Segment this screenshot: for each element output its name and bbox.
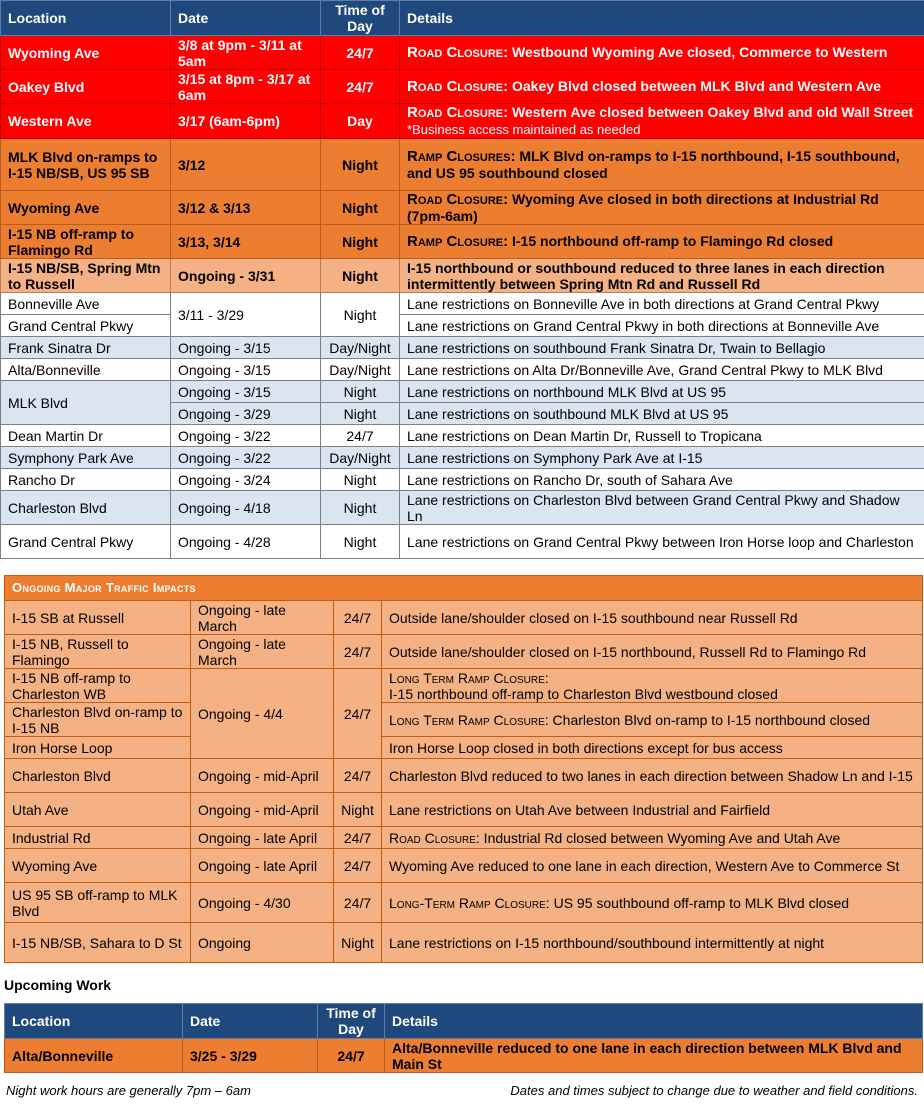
row-date: Ongoing - late April <box>191 849 334 883</box>
row-details: Lane restrictions on southbound MLK Blvd at US 95 <box>400 403 924 425</box>
col-location: Location <box>1 1 171 36</box>
closure-type: Ramp Closures: <box>407 148 516 165</box>
table-row <box>5 635 923 669</box>
row-location: I-15 NB, Russell to Flamingo <box>5 635 191 669</box>
row-time: Night <box>321 191 400 225</box>
table-row <box>5 923 923 963</box>
row-date: 3/25 - 3/29 <box>183 1039 318 1073</box>
row-details: Lane restrictions on Bonneville Ave in both directions at Grand Central Pkwy <box>400 293 924 315</box>
details-text: Oakey Blvd closed between MLK Blvd and Western Ave <box>508 78 882 94</box>
row-details <box>382 827 923 849</box>
table-row <box>1 381 924 403</box>
closure-type: Long Term Ramp Closure: <box>389 669 549 686</box>
row-details <box>400 139 924 191</box>
row-date: Ongoing - mid-April <box>191 759 334 793</box>
closure-type: Road Closure: <box>407 104 509 121</box>
table-row <box>1 491 924 525</box>
row-details <box>382 883 923 923</box>
row-date: Ongoing - 3/29 <box>171 403 321 425</box>
table-row <box>1 525 924 559</box>
row-date: 3/13, 3/14 <box>171 225 321 259</box>
row-date: Ongoing - 3/22 <box>171 447 321 469</box>
row-time: Day/Night <box>321 359 400 381</box>
table-row <box>5 759 923 793</box>
row-location: US 95 SB off-ramp to MLK Blvd <box>5 883 191 923</box>
row-details: Lane restrictions on Dean Martin Dr, Russell to Tropicana <box>400 425 924 447</box>
details-text: Industrial Rd closed between Wyoming Ave and Utah Ave <box>479 829 841 846</box>
table-row <box>5 737 923 759</box>
row-details: Wyoming Ave reduced to one lane in each direction, Western Ave to Commerce St <box>382 849 923 883</box>
row-location: Rancho Dr <box>1 469 171 491</box>
night-hours-note: Night work hours are generally 7pm – 6am <box>6 1083 251 1098</box>
row-date: Ongoing - 4/18 <box>171 491 321 525</box>
table-row <box>5 793 923 827</box>
details-text: MLK Blvd on-ramps to I-15 northbound, I-15 southbound, and US 95 southbound closed <box>407 148 900 181</box>
row-date: Ongoing - mid-April <box>191 793 334 827</box>
table-row <box>5 601 923 635</box>
table-row <box>5 669 923 703</box>
closure-type: Road Closure: <box>407 191 509 208</box>
table-row <box>1 191 924 225</box>
row-details <box>400 36 924 70</box>
row-date: Ongoing - 3/22 <box>171 425 321 447</box>
table-row <box>1 259 924 293</box>
row-details <box>382 703 923 737</box>
col-date: Date <box>171 1 321 36</box>
closure-type: Ramp Closure: <box>407 233 509 250</box>
row-details: Lane restrictions on Charleston Blvd between Grand Central Pkwy and Shadow Ln <box>400 491 924 525</box>
row-location: I-15 NB off-ramp to Charleston WB <box>5 669 191 703</box>
table-row <box>5 883 923 923</box>
row-location: Symphony Park Ave <box>1 447 171 469</box>
row-date: 3/15 at 8pm - 3/17 at 6am <box>171 70 321 104</box>
row-time: Night <box>321 259 400 293</box>
details-text: Western Ave closed between Oakey Blvd and old Wall Street <box>508 104 914 120</box>
row-location: Industrial Rd <box>5 827 191 849</box>
details-text: I-15 northbound off-ramp to Charleston Blvd westbound closed <box>389 685 778 702</box>
row-details <box>400 104 924 139</box>
row-time: Night <box>321 293 400 337</box>
row-time: 24/7 <box>334 849 382 883</box>
row-time: Night <box>334 923 382 963</box>
row-time: Night <box>321 525 400 559</box>
row-time: 24/7 <box>334 883 382 923</box>
col-location: Location <box>5 1004 183 1039</box>
row-details <box>400 225 924 259</box>
closure-type: Road Closure: <box>407 44 509 61</box>
upcoming-work-table <box>4 1003 923 1073</box>
row-location: Charleston Blvd <box>1 491 171 525</box>
row-date: Ongoing - 3/24 <box>171 469 321 491</box>
row-date: 3/12 <box>171 139 321 191</box>
details-text: I-15 northbound off-ramp to Flamingo Rd closed <box>508 233 834 249</box>
ongoing-impacts-table <box>4 575 923 963</box>
table-row <box>1 36 924 70</box>
row-date: 3/17 (6am-6pm) <box>171 104 321 139</box>
table-row <box>1 70 924 104</box>
col-time: Time of Day <box>318 1004 385 1039</box>
row-location: Western Ave <box>1 104 171 139</box>
row-details <box>400 70 924 104</box>
row-details: Lane restrictions on Grand Central Pkwy between Iron Horse loop and Charleston <box>400 525 924 559</box>
row-details: I-15 northbound or southbound reduced to three lanes in each direction intermittently between Spring Mtn Rd and Russell Rd <box>400 259 924 293</box>
row-details: Lane restrictions on southbound Frank Sinatra Dr, Twain to Bellagio <box>400 337 924 359</box>
row-details: Lane restrictions on Utah Ave between Industrial and Fairfield <box>382 793 923 827</box>
ongoing-title: Ongoing Major Traffic Impacts <box>5 576 923 601</box>
row-location: I-15 NB/SB, Spring Mtn to Russell <box>1 259 171 293</box>
row-details: Lane restrictions on Rancho Dr, south of Sahara Ave <box>400 469 924 491</box>
row-location: MLK Blvd <box>1 381 171 425</box>
row-time: 24/7 <box>334 601 382 635</box>
table-row <box>1 225 924 259</box>
row-details: Lane restrictions on Alta Dr/Bonneville Ave, Grand Central Pkwy to MLK Blvd <box>400 359 924 381</box>
row-details: Lane restrictions on Symphony Park Ave at I-15 <box>400 447 924 469</box>
row-details <box>400 191 924 225</box>
row-details: Lane restrictions on I-15 northbound/southbound intermittently at night <box>382 923 923 963</box>
table-row <box>5 1039 923 1073</box>
row-location: Alta/Bonneville <box>1 359 171 381</box>
row-time: Night <box>321 225 400 259</box>
row-location: Alta/Bonneville <box>5 1039 183 1073</box>
row-details: Lane restrictions on Grand Central Pkwy in both directions at Bonneville Ave <box>400 315 924 337</box>
access-note: *Business access maintained as needed <box>407 122 641 137</box>
row-location: Dean Martin Dr <box>1 425 171 447</box>
upcoming-work-title: Upcoming Work <box>4 977 112 993</box>
row-details: Outside lane/shoulder closed on I-15 southbound near Russell Rd <box>382 601 923 635</box>
row-location: I-15 NB/SB, Sahara to D St <box>5 923 191 963</box>
closure-type: Road Closure: <box>407 78 509 95</box>
row-date: Ongoing - 3/31 <box>171 259 321 293</box>
row-location: Charleston Blvd on-ramp to I-15 NB <box>5 703 191 737</box>
row-time: 24/7 <box>318 1039 385 1073</box>
row-location: Iron Horse Loop <box>5 737 191 759</box>
table-row <box>5 827 923 849</box>
table-row <box>1 337 924 359</box>
row-date: Ongoing - 4/4 <box>191 669 334 759</box>
table-row <box>5 849 923 883</box>
row-location: Bonneville Ave <box>1 293 171 315</box>
row-location: I-15 SB at Russell <box>5 601 191 635</box>
row-location: Frank Sinatra Dr <box>1 337 171 359</box>
table-row <box>1 447 924 469</box>
details-text: Westbound Wyoming Ave closed, Commerce to Western <box>508 44 888 60</box>
row-time: Night <box>321 139 400 191</box>
row-date: Ongoing - late March <box>191 635 334 669</box>
col-time: Time of Day <box>321 1 400 36</box>
row-date: Ongoing <box>191 923 334 963</box>
row-details: Lane restrictions on northbound MLK Blvd at US 95 <box>400 381 924 403</box>
row-details: Iron Horse Loop closed in both directions except for bus access <box>382 737 923 759</box>
table-row <box>1 469 924 491</box>
row-location: Grand Central Pkwy <box>1 525 171 559</box>
row-date: Ongoing - 4/28 <box>171 525 321 559</box>
table-row <box>1 104 924 139</box>
col-details: Details <box>400 1 924 36</box>
row-time: 24/7 <box>334 759 382 793</box>
row-location: Wyoming Ave <box>1 36 171 70</box>
row-date: 3/11 - 3/29 <box>171 293 321 337</box>
row-details <box>382 669 923 703</box>
closure-type: Road Closure: <box>389 829 480 846</box>
row-time: Night <box>321 381 400 403</box>
row-location: MLK Blvd on-ramps to I-15 NB/SB, US 95 SB <box>1 139 171 191</box>
closure-type: Long Term Ramp Closure: <box>389 711 549 728</box>
details-text: US 95 southbound off-ramp to MLK Blvd closed <box>549 894 850 911</box>
row-date: Ongoing - 3/15 <box>171 337 321 359</box>
row-date: Ongoing - 3/15 <box>171 381 321 403</box>
table-row <box>1 359 924 381</box>
schedule-disclaimer: Dates and times subject to change due to weather and field conditions. <box>510 1083 918 1098</box>
row-date: Ongoing - late April <box>191 827 334 849</box>
table-row <box>1 425 924 447</box>
row-date: Ongoing - late March <box>191 601 334 635</box>
row-time: 24/7 <box>334 635 382 669</box>
row-date: 3/12 & 3/13 <box>171 191 321 225</box>
col-date: Date <box>183 1004 318 1039</box>
row-time: Day/Night <box>321 337 400 359</box>
row-time: Night <box>321 491 400 525</box>
row-time: Day <box>321 104 400 139</box>
row-location: Utah Ave <box>5 793 191 827</box>
table-row <box>5 703 923 737</box>
table-row <box>1 315 924 337</box>
row-location: Grand Central Pkwy <box>1 315 171 337</box>
row-time: Night <box>321 469 400 491</box>
row-time: Day/Night <box>321 447 400 469</box>
row-time: Night <box>321 403 400 425</box>
row-time: 24/7 <box>321 70 400 104</box>
row-location: I-15 NB off-ramp to Flamingo Rd <box>1 225 171 259</box>
details-text: Wyoming Ave closed in both directions at Industrial Rd (7pm-6am) <box>407 191 879 224</box>
row-location: Charleston Blvd <box>5 759 191 793</box>
details-text: Charleston Blvd on-ramp to I-15 northbound closed <box>548 711 871 728</box>
row-date: Ongoing - 3/15 <box>171 359 321 381</box>
table-row <box>1 293 924 315</box>
row-date: 3/8 at 9pm - 3/11 at 5am <box>171 36 321 70</box>
row-details: Alta/Bonneville reduced to one lane in each direction between MLK Blvd and Main St <box>385 1039 923 1073</box>
row-time: 24/7 <box>334 669 382 759</box>
row-time: 24/7 <box>334 827 382 849</box>
table-row <box>1 139 924 191</box>
row-details: Charleston Blvd reduced to two lanes in each direction between Shadow Ln and I-15 <box>382 759 923 793</box>
row-time: 24/7 <box>321 36 400 70</box>
row-time: 24/7 <box>321 425 400 447</box>
row-date: Ongoing - 4/30 <box>191 883 334 923</box>
row-location: Wyoming Ave <box>1 191 171 225</box>
col-details: Details <box>385 1004 923 1039</box>
row-location: Oakey Blvd <box>1 70 171 104</box>
row-time: Night <box>334 793 382 827</box>
row-location: Wyoming Ave <box>5 849 191 883</box>
row-details: Outside lane/shoulder closed on I-15 northbound, Russell Rd to Flamingo Rd <box>382 635 923 669</box>
closure-type: Long-Term Ramp Closure: <box>389 894 550 911</box>
